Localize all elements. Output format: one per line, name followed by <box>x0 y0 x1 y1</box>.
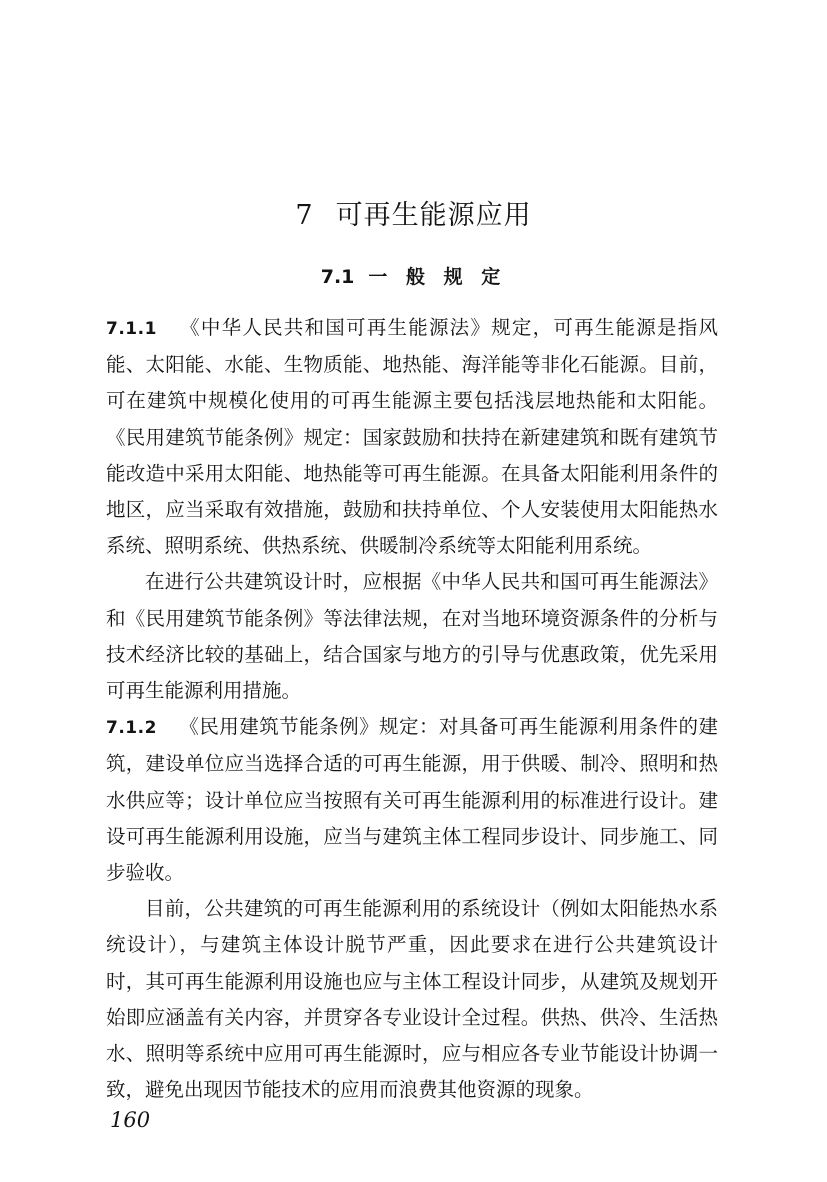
clause-text: 《民用建筑节能条例》规定：对具备可再生能源利用条件的建筑，建设单位应当选择合适的可再生能源，用于供暖、制冷、照明和热水供应等；设计单位应当按照有关可再生能源利用的标准进行设计。建设可再生能源利用设施，应当与建筑主体工程同步设计、同步施工、同步验收。 <box>106 715 718 885</box>
paragraph: 在进行公共建筑设计时，应根据《中华人民共和国可再生能源法》和《民用建筑节能条例》等法律法规，在对当地环境资源条件的分析与技术经济比较的基础上，结合国家与地方的引导与优惠政策，优先采用可再生能源利用措施。 <box>106 570 718 703</box>
section-title-text: 一 般 规 定 <box>368 266 507 288</box>
page-number: 160 <box>110 1108 151 1132</box>
chapter-number: 7 <box>295 200 314 231</box>
clause-paragraph <box>106 310 718 564</box>
clause-text: 《中华人民共和国可再生能源法》规定，可再生能源是指风能、太阳能、水能、生物质能、地热能、海洋能等非化石能源。目前，可在建筑中规模化使用的可再生能源主要包括浅层地热能和太阳能。《民用建筑节能条例》规定：国家鼓励和扶持在新建建筑和既有建筑节能改造中采用太阳能、地热能等可再生能源。在具备太阳能利用条件的地区，应当采取有效措施，鼓励和扶持单位、个人安装使用太阳能热水系统、照明系统、供热系统、供暖制冷系统等太阳能利用系统。 <box>106 316 718 558</box>
clause-number: 7.1.2 <box>106 718 157 739</box>
paragraph: 目前，公共建筑的可再生能源利用的系统设计（例如太阳能热水系统设计），与建筑主体设计脱节严重，因此要求在进行公共建筑设计时，其可再生能源利用设施也应与主体工程设计同步，从建筑及规划开始即应涵盖有关内容，并贯穿各专业设计全过程。供热、供冷、生活热水、照明等系统中应用可再生能源时，应与相应各专业节能设计协调一致，避免出现因节能技术的应用而浪费其他资源的现象。 <box>106 897 718 1102</box>
chapter-title-text: 可再生能源应用 <box>335 200 532 231</box>
clause-number: 7.1.1 <box>106 319 157 339</box>
section-title <box>0 262 827 289</box>
chapter-title <box>0 193 827 232</box>
clause-paragraph <box>106 709 718 891</box>
section-number: 7.1 <box>320 266 355 288</box>
body-text <box>106 310 718 1108</box>
